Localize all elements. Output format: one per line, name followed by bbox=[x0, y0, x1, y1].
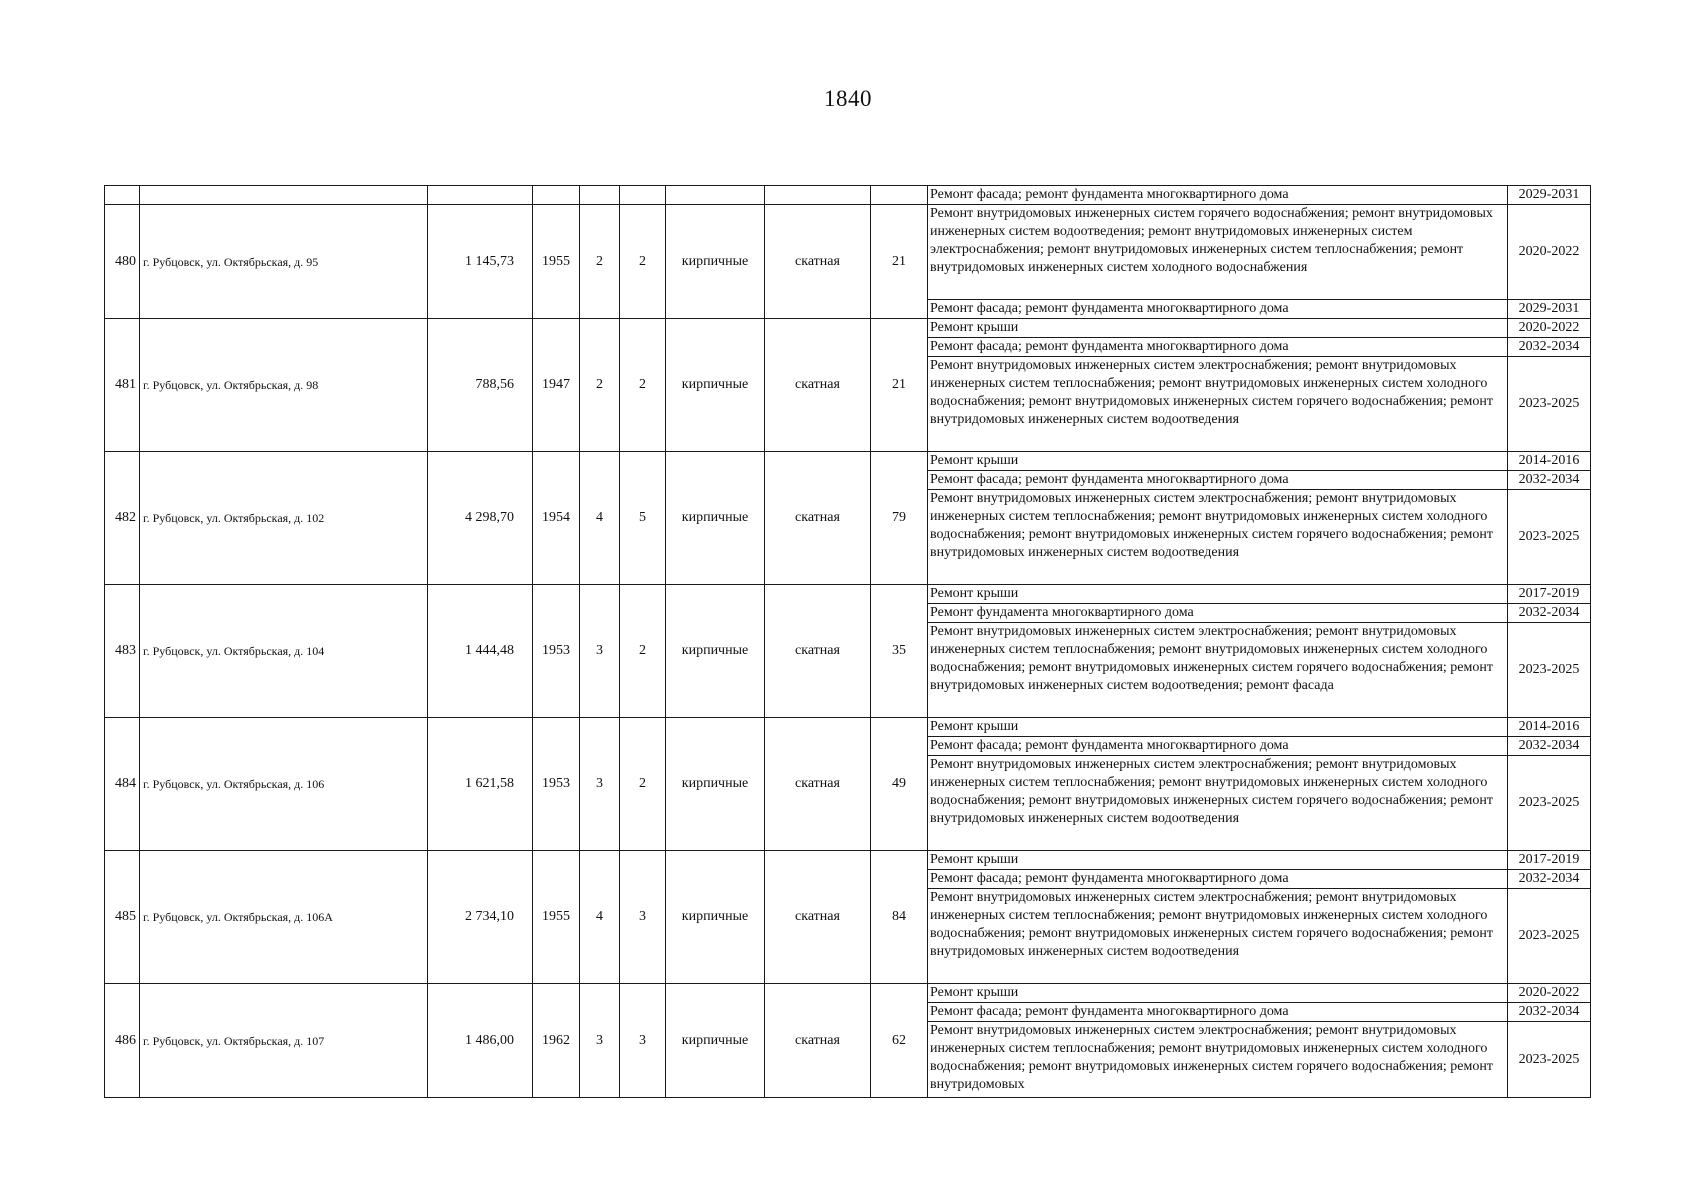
work-description: Ремонт внутридомовых инженерных систем горячего водоснабжения; ремонт внутридомовых инженерных систем водоотведения; ремонт внутридомовых инженерных систем электроснабжения; ремонт внутридомовых инженерных систем теплоснабжения; ремонт внутридомовых инженерных систем холодного водоснабжения bbox=[928, 205, 1508, 300]
building-address: г. Рубцовск, ул. Октябрьская, д. 98 bbox=[140, 319, 428, 452]
roof-type: скатная bbox=[765, 452, 871, 585]
work-description: Ремонт крыши bbox=[928, 319, 1508, 338]
roof-type: скатная bbox=[765, 718, 871, 851]
work-description: Ремонт крыши bbox=[928, 851, 1508, 870]
work-years: 2032-2034 bbox=[1508, 737, 1591, 756]
build-year: 1962 bbox=[533, 984, 580, 1098]
work-description: Ремонт фасада; ремонт фундамента многоквартирного дома bbox=[928, 1003, 1508, 1022]
work-description: Ремонт фасада; ремонт фундамента многоквартирного дома bbox=[928, 870, 1508, 889]
floor-count: 3 bbox=[580, 984, 620, 1098]
table-row bbox=[105, 205, 1591, 300]
roof-type: скатная bbox=[765, 585, 871, 718]
building-address: г. Рубцовск, ул. Октябрьская, д. 102 bbox=[140, 452, 428, 585]
work-years: 2023-2025 bbox=[1508, 1022, 1591, 1098]
build-year: 1955 bbox=[533, 851, 580, 984]
table-row bbox=[105, 319, 1591, 338]
wall-material: кирпичные bbox=[666, 851, 765, 984]
row-number: 483 bbox=[105, 585, 140, 718]
work-description: Ремонт фундамента многоквартирного дома bbox=[928, 604, 1508, 623]
resident-count: 49 bbox=[871, 718, 928, 851]
building-address: г. Рубцовск, ул. Октябрьская, д. 104 bbox=[140, 585, 428, 718]
wall-material: кирпичные bbox=[666, 452, 765, 585]
total-area: 1 145,73 bbox=[428, 205, 533, 319]
work-description: Ремонт фасада; ремонт фундамента многоквартирного дома bbox=[928, 338, 1508, 357]
building-address: г. Рубцовск, ул. Октябрьская, д. 106А bbox=[140, 851, 428, 984]
wall-material: кирпичные bbox=[666, 984, 765, 1098]
entrance-count: 2 bbox=[620, 718, 666, 851]
work-years: 2020-2022 bbox=[1508, 205, 1591, 300]
work-years: 2017-2019 bbox=[1508, 585, 1591, 604]
total-area: 1 444,48 bbox=[428, 585, 533, 718]
work-years: 2020-2022 bbox=[1508, 319, 1591, 338]
work-years: 2032-2034 bbox=[1508, 604, 1591, 623]
roof-type: скатная bbox=[765, 984, 871, 1098]
work-description: Ремонт внутридомовых инженерных систем электроснабжения; ремонт внутридомовых инженерных систем теплоснабжения; ремонт внутридомовых инженерных систем холодного водоснабжения; ремонт внутридомовых инженерных систем горячего водоснабжения; ремонт внутридомовых инженерных систем водоотведения bbox=[928, 490, 1508, 585]
row-number: 484 bbox=[105, 718, 140, 851]
work-description: Ремонт внутридомовых инженерных систем электроснабжения; ремонт внутридомовых инженерных систем теплоснабжения; ремонт внутридомовых инженерных систем холодного водоснабжения; ремонт внутридомовых инженерных систем горячего водоснабжения; ремонт внутридомовых инженерных систем водоотведения bbox=[928, 889, 1508, 984]
work-description: Ремонт фасада; ремонт фундамента многоквартирного дома bbox=[928, 471, 1508, 490]
build-year: 1947 bbox=[533, 319, 580, 452]
build-year: 1954 bbox=[533, 452, 580, 585]
entrance-count: 3 bbox=[620, 984, 666, 1098]
work-years: 2029-2031 bbox=[1508, 186, 1591, 205]
row-number: 485 bbox=[105, 851, 140, 984]
entrance-count: 5 bbox=[620, 452, 666, 585]
work-years: 2032-2034 bbox=[1508, 338, 1591, 357]
resident-count: 21 bbox=[871, 205, 928, 319]
resident-count: 84 bbox=[871, 851, 928, 984]
building-address: г. Рубцовск, ул. Октябрьская, д. 95 bbox=[140, 205, 428, 319]
floor-count: 3 bbox=[580, 585, 620, 718]
continuation-row bbox=[105, 186, 1591, 205]
entrance-count: 2 bbox=[620, 319, 666, 452]
row-number: 480 bbox=[105, 205, 140, 319]
work-years: 2023-2025 bbox=[1508, 357, 1591, 452]
total-area: 788,56 bbox=[428, 319, 533, 452]
work-years: 2020-2022 bbox=[1508, 984, 1591, 1003]
total-area: 4 298,70 bbox=[428, 452, 533, 585]
work-description: Ремонт крыши bbox=[928, 984, 1508, 1003]
repair-schedule-table bbox=[104, 185, 1591, 1098]
page-number: 1840 bbox=[824, 86, 872, 111]
row-number: 481 bbox=[105, 319, 140, 452]
wall-material: кирпичные bbox=[666, 205, 765, 319]
resident-count: 79 bbox=[871, 452, 928, 585]
floor-count: 2 bbox=[580, 319, 620, 452]
table-row bbox=[105, 452, 1591, 471]
wall-material: кирпичные bbox=[666, 319, 765, 452]
wall-material: кирпичные bbox=[666, 585, 765, 718]
work-description: Ремонт внутридомовых инженерных систем электроснабжения; ремонт внутридомовых инженерных систем теплоснабжения; ремонт внутридомовых инженерных систем холодного водоснабжения; ремонт внутридомовых инженерных систем горячего водоснабжения; ремонт внутридомовых bbox=[928, 1022, 1508, 1098]
table-body bbox=[105, 186, 1591, 1098]
work-description: Ремонт фасада; ремонт фундамента многоквартирного дома bbox=[928, 737, 1508, 756]
table-row bbox=[105, 984, 1591, 1003]
total-area: 1 621,58 bbox=[428, 718, 533, 851]
work-years: 2014-2016 bbox=[1508, 718, 1591, 737]
building-address: г. Рубцовск, ул. Октябрьская, д. 107 bbox=[140, 984, 428, 1098]
roof-type: скатная bbox=[765, 205, 871, 319]
resident-count: 35 bbox=[871, 585, 928, 718]
work-years: 2029-2031 bbox=[1508, 300, 1591, 319]
work-years: 2023-2025 bbox=[1508, 490, 1591, 585]
work-years: 2032-2034 bbox=[1508, 1003, 1591, 1022]
table-row bbox=[105, 718, 1591, 737]
build-year: 1955 bbox=[533, 205, 580, 319]
work-description: Ремонт крыши bbox=[928, 452, 1508, 471]
build-year: 1953 bbox=[533, 718, 580, 851]
work-description: Ремонт фасада; ремонт фундамента многоквартирного дома bbox=[928, 186, 1508, 205]
resident-count: 21 bbox=[871, 319, 928, 452]
row-number: 482 bbox=[105, 452, 140, 585]
floor-count: 3 bbox=[580, 718, 620, 851]
work-years: 2023-2025 bbox=[1508, 623, 1591, 718]
work-description: Ремонт крыши bbox=[928, 718, 1508, 737]
work-years: 2017-2019 bbox=[1508, 851, 1591, 870]
roof-type: скатная bbox=[765, 851, 871, 984]
work-years: 2023-2025 bbox=[1508, 756, 1591, 851]
entrance-count: 2 bbox=[620, 585, 666, 718]
floor-count: 4 bbox=[580, 851, 620, 984]
entrance-count: 2 bbox=[620, 205, 666, 319]
floor-count: 2 bbox=[580, 205, 620, 319]
work-years: 2023-2025 bbox=[1508, 889, 1591, 984]
work-years: 2032-2034 bbox=[1508, 870, 1591, 889]
build-year: 1953 bbox=[533, 585, 580, 718]
work-years: 2014-2016 bbox=[1508, 452, 1591, 471]
table-row bbox=[105, 585, 1591, 604]
wall-material: кирпичные bbox=[666, 718, 765, 851]
work-description: Ремонт внутридомовых инженерных систем электроснабжения; ремонт внутридомовых инженерных систем теплоснабжения; ремонт внутридомовых инженерных систем холодного водоснабжения; ремонт внутридомовых инженерных систем горячего водоснабжения; ремонт внутридомовых инженерных систем водоотведения bbox=[928, 756, 1508, 851]
work-description: Ремонт крыши bbox=[928, 585, 1508, 604]
building-address: г. Рубцовск, ул. Октябрьская, д. 106 bbox=[140, 718, 428, 851]
total-area: 2 734,10 bbox=[428, 851, 533, 984]
work-years: 2032-2034 bbox=[1508, 471, 1591, 490]
work-description: Ремонт внутридомовых инженерных систем электроснабжения; ремонт внутридомовых инженерных систем теплоснабжения; ремонт внутридомовых инженерных систем холодного водоснабжения; ремонт внутридомовых инженерных систем горячего водоснабжения; ремонт внутридомовых инженерных систем водоотведения; ремонт фасада bbox=[928, 623, 1508, 718]
resident-count: 62 bbox=[871, 984, 928, 1098]
roof-type: скатная bbox=[765, 319, 871, 452]
table-row bbox=[105, 851, 1591, 870]
entrance-count: 3 bbox=[620, 851, 666, 984]
work-description: Ремонт фасада; ремонт фундамента многоквартирного дома bbox=[928, 300, 1508, 319]
floor-count: 4 bbox=[580, 452, 620, 585]
work-description: Ремонт внутридомовых инженерных систем электроснабжения; ремонт внутридомовых инженерных систем теплоснабжения; ремонт внутридомовых инженерных систем холодного водоснабжения; ремонт внутридомовых инженерных систем горячего водоснабжения; ремонт внутридомовых инженерных систем водоотведения bbox=[928, 357, 1508, 452]
total-area: 1 486,00 bbox=[428, 984, 533, 1098]
row-number: 486 bbox=[105, 984, 140, 1098]
